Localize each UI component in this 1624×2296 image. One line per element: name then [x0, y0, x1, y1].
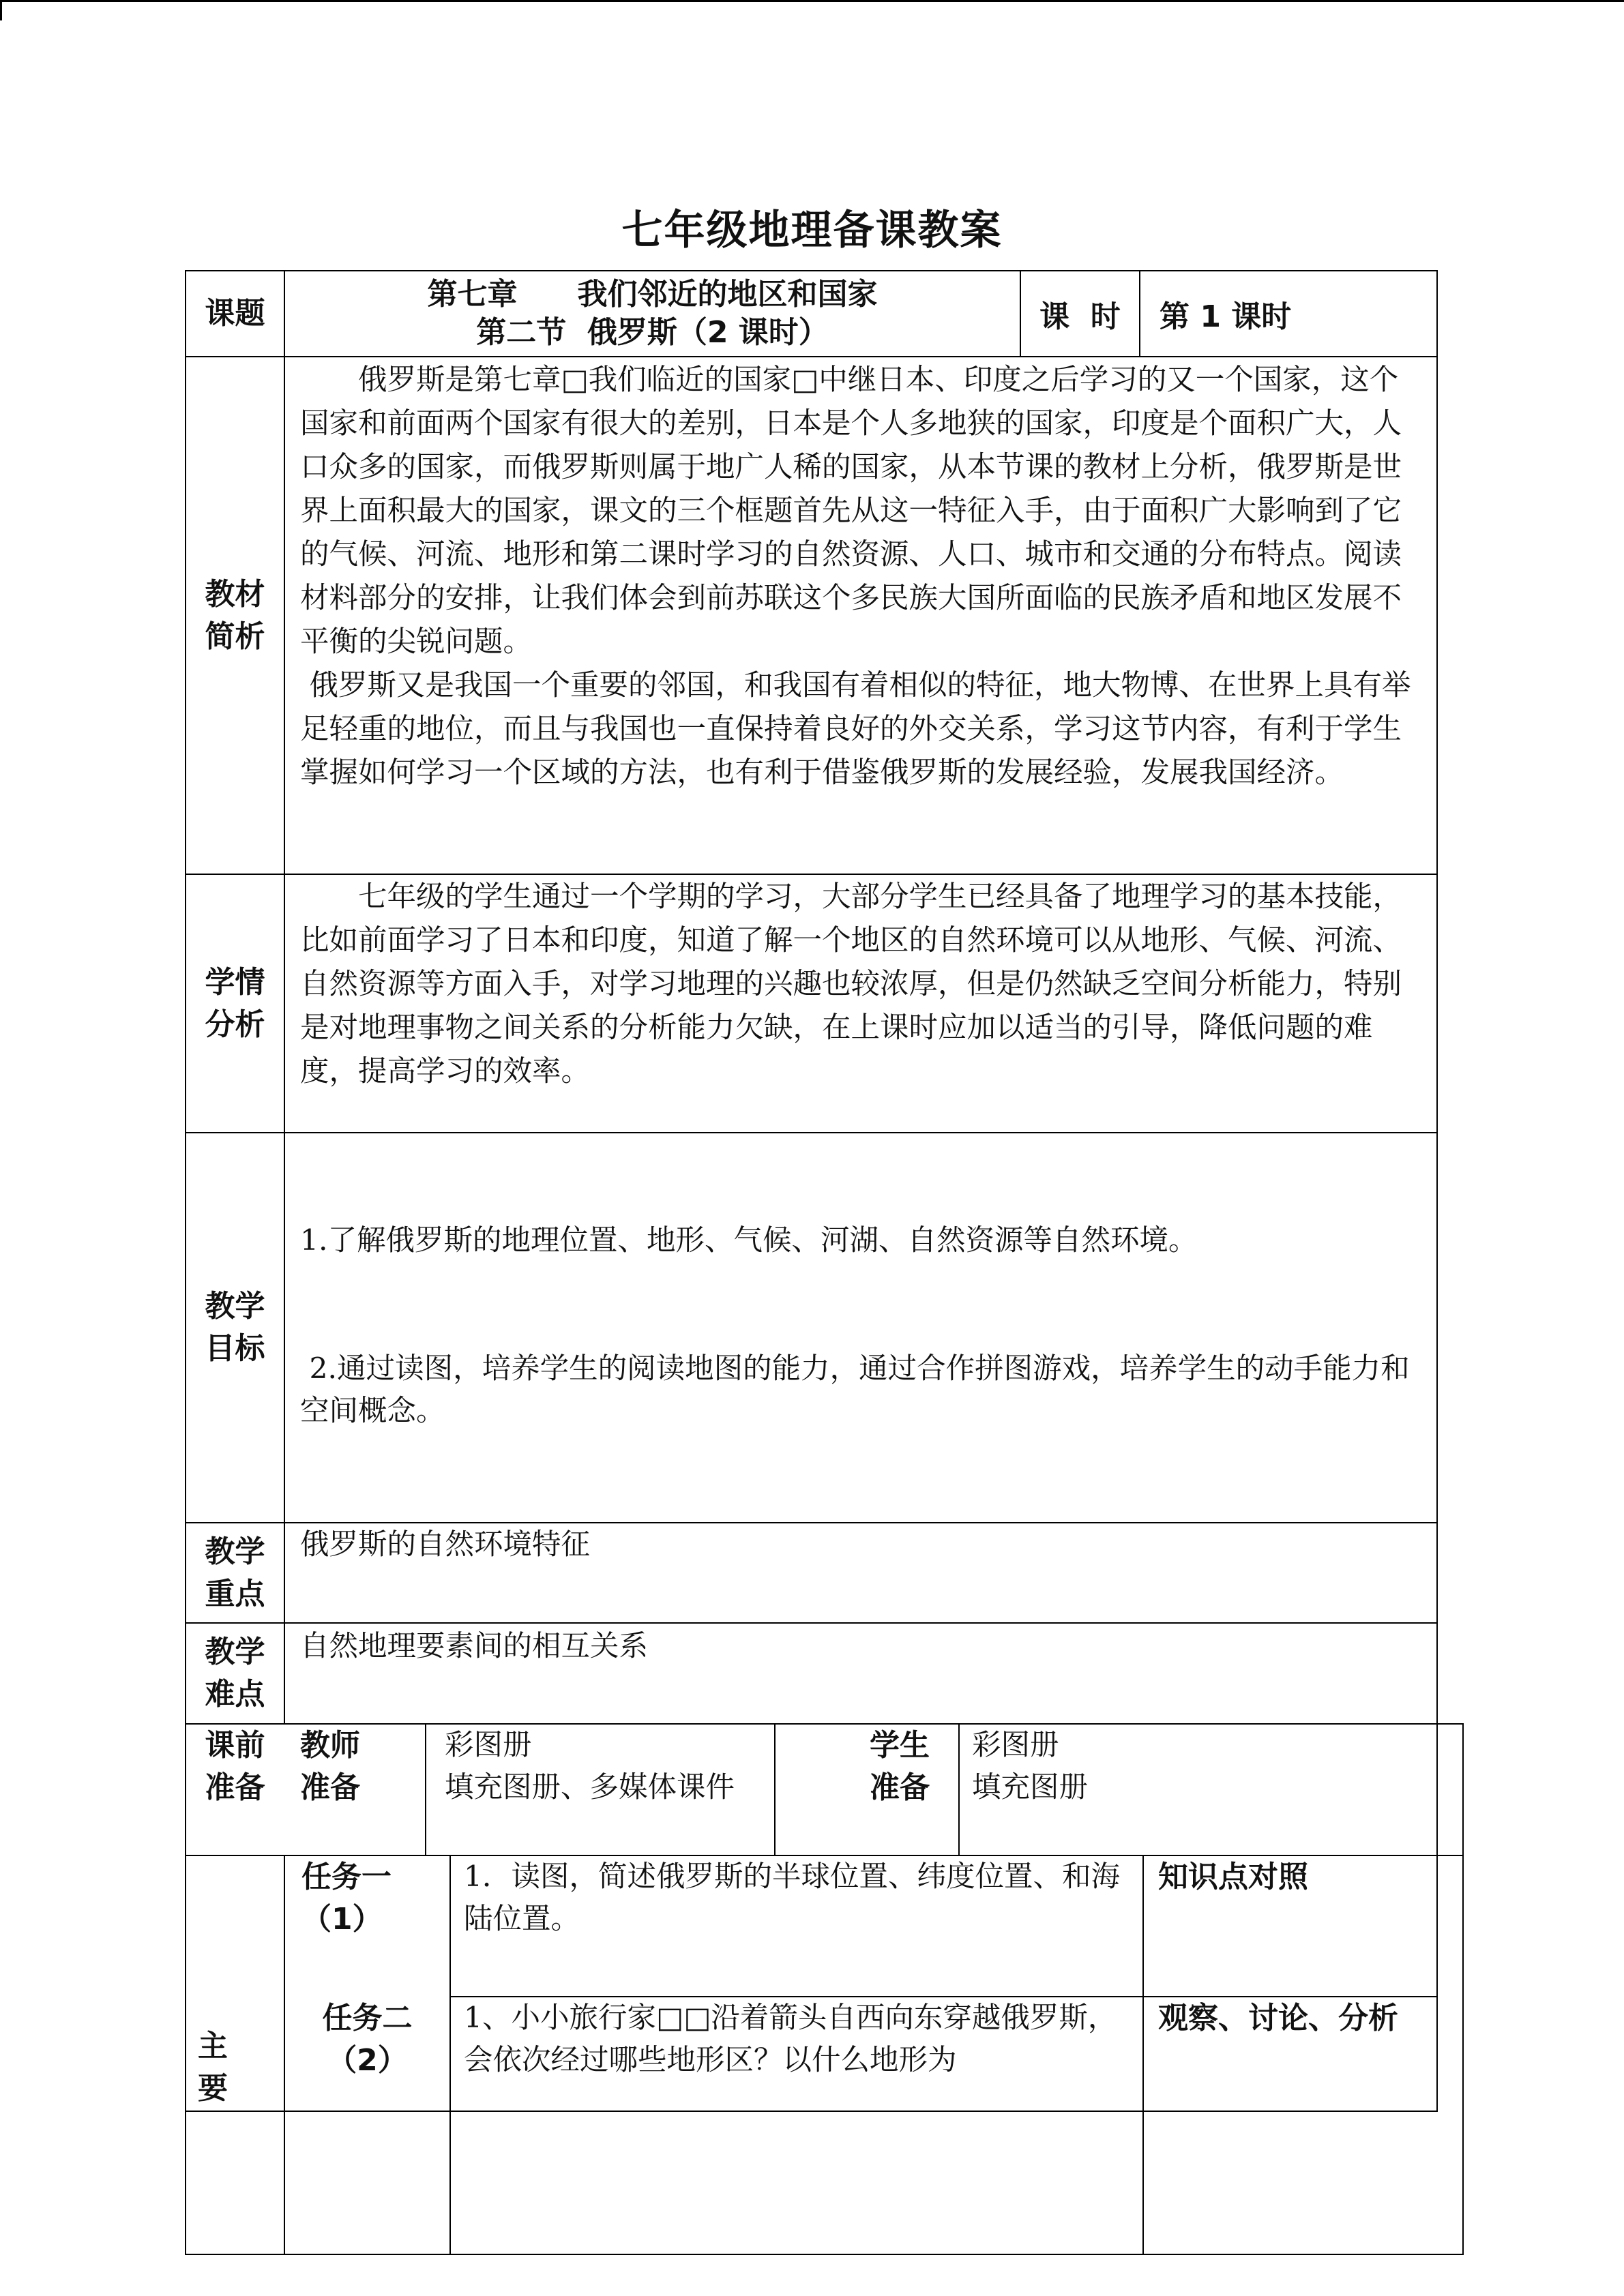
goals-label: 教学目标	[205, 1289, 265, 1366]
key-point-label: 教学重点	[205, 1534, 265, 1611]
goal-item: 1.了解俄罗斯的地理位置、地形、气候、河湖、自然资源等自然环境。	[300, 1224, 1198, 1257]
topic-section: 第二节 俄罗斯（2 课时）	[476, 315, 829, 350]
material-label: 教材简析	[205, 576, 265, 654]
task1-text: 1．读图，简述俄罗斯的半球位置、纬度位置、和海陆位置。	[464, 1860, 1121, 1936]
page-top-border	[0, 0, 1624, 2]
page-title: 七年级地理备课教案	[621, 207, 1003, 254]
difficulty-label: 教学难点	[205, 1635, 265, 1712]
teacher-prep-item: 填充图册、多媒体课件	[445, 1771, 735, 1804]
task2-label: 任务二 （2）	[322, 2001, 413, 2078]
students-label: 学情分析	[205, 964, 265, 1042]
task2-text: 1、小小旅行家□□沿着箭头自西向东穿越俄罗斯，会依次经过哪些地形区？以什么地形为	[464, 2001, 1117, 2077]
period-value: 第 1 课时	[1160, 299, 1292, 334]
students-text: 七年级的学生通过一个学期的学习，大部分学生已经具备了地理学习的基本技能，比如前面学习了日本和印度，知道了解一个地区的自然环境可以从地形、气候、河流、自然资源等方面入手，对学习地理的兴趣也较浓厚，但是仍然缺乏空间分析能力，特别是对地理事物之间关系的分析能力欠缺，在上课时应加以适当的引导，降低问题的难度，提高学习的效率。	[300, 880, 1402, 1088]
student-prep-item: 彩图册	[972, 1729, 1059, 1762]
task2-note: 观察、讨论、分析	[1158, 2001, 1398, 2036]
page-left-mark	[0, 0, 2, 20]
student-prep-items	[972, 1725, 1422, 1813]
student-prep-item: 填充图册	[972, 1771, 1089, 1804]
student-prep-label: 学生准备	[870, 1728, 930, 1805]
task1-label: 任务一 （1）	[301, 1860, 392, 1937]
goal-item	[300, 1519, 1429, 1521]
main-label: 主要	[198, 2029, 228, 2106]
material-text: 俄罗斯是第七章□我们临近的国家□中继日本、印度之后学习的又一个国家，这个国家和前面两个国家有很大的差别，日本是个人多地狭的国家，印度是个面积广大，人口众多的国家，而俄罗斯则属于地广人稀的国家，从本节课的教材上分析，俄罗斯是世界上面积最大的国家，课文的三个框题首先从这一特征入手，由于面积广大影响到了它的气候、河流、地形和第二课时学习的自然资源、人口、城市和交通的分布特点。阅读材料部分的安排，让我们体会到前苏联这个多民族大国所面临的民族矛盾和地区发展不平衡的尖锐问题。 俄罗斯又是我国一个重要的邻国，和我国有着相似的特征，地大物博、在世界上具有举足轻重的地位，而且与我国也一直保持着良好的外交关系，学习这节内容，有利于学生掌握如何学习一个区域的方法，也有利于借鉴俄罗斯的发展经验，发展我国经济。	[300, 363, 1411, 790]
task1-note: 知识点对照	[1158, 1860, 1308, 1894]
goals-list	[300, 1135, 1429, 1521]
goal-item: 2.通过读图，培养学生的阅读地图的能力，通过合作拼图游戏，培养学生的动手能力和空间概念。	[300, 1352, 1410, 1428]
topic-title	[285, 273, 1020, 356]
period-label: 课 时	[1039, 299, 1121, 334]
difficulty-text: 自然地理要素间的相互关系	[300, 1630, 649, 1663]
teacher-prep-item: 彩图册	[445, 1729, 532, 1762]
topic-chapter: 第七章 我们邻近的地区和国家	[427, 277, 878, 312]
prep-label: 课前准备	[205, 1728, 265, 1805]
key-point-text: 俄罗斯的自然环境特征	[300, 1528, 591, 1562]
topic-label: 课题	[205, 296, 265, 331]
teacher-prep-label: 教师准备	[300, 1728, 360, 1805]
teacher-prep-items	[445, 1725, 745, 1854]
